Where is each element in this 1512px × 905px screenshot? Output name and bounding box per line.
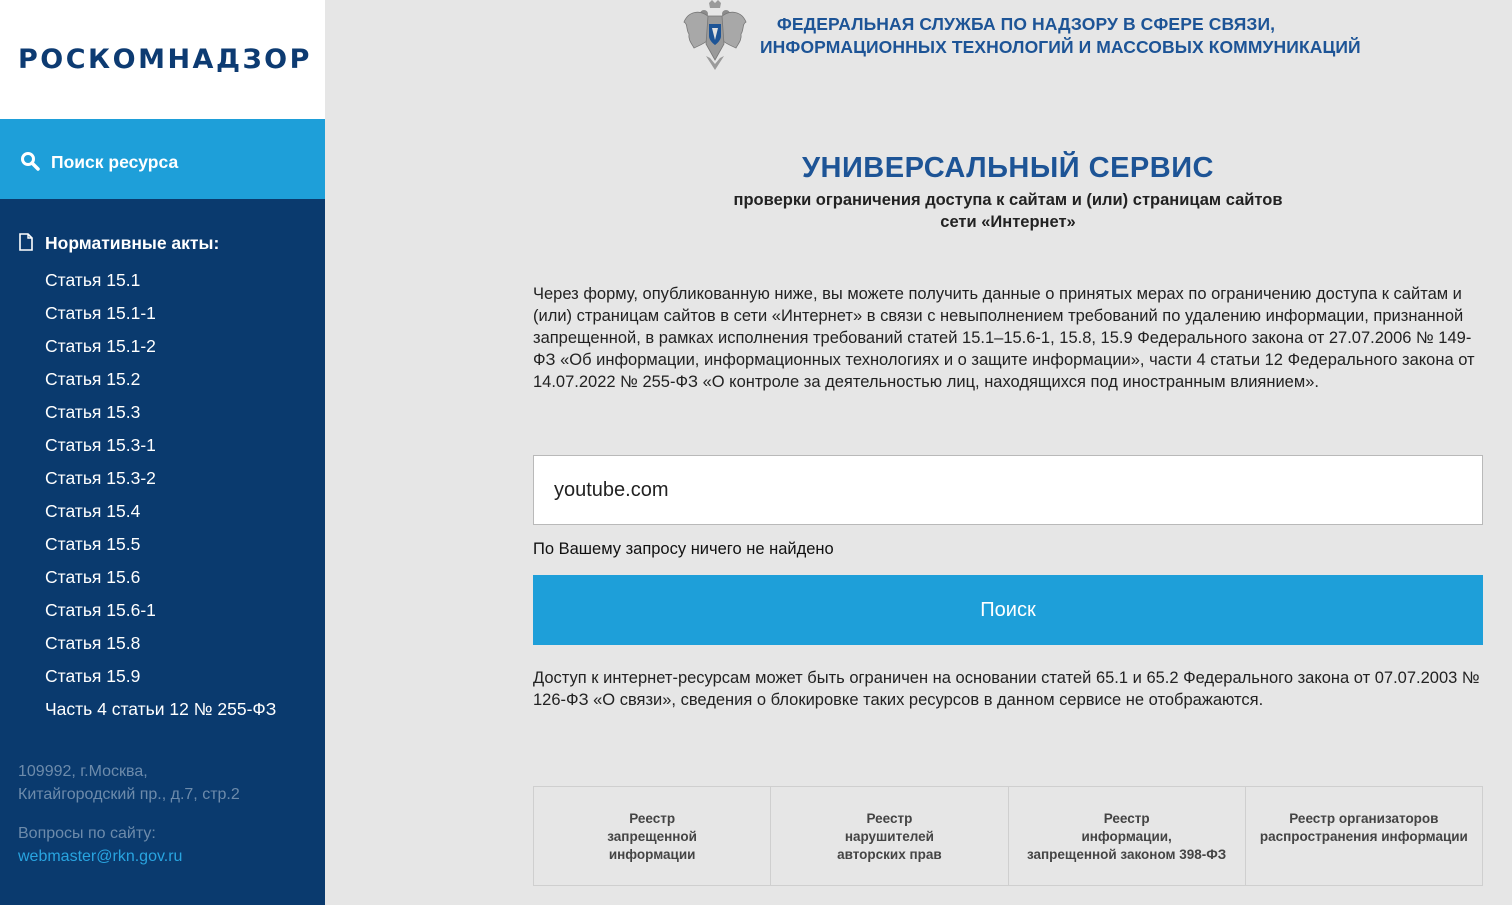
act-link[interactable]: Статья 15.6-1 (45, 600, 156, 620)
normative-acts-list (45, 268, 276, 730)
search-resource-label: Поиск ресурса (51, 152, 179, 172)
registry-copyright-violators[interactable] (771, 787, 1008, 885)
act-link[interactable]: Статья 15.1-2 (45, 336, 156, 356)
act-link[interactable]: Статья 15.3 (45, 402, 141, 422)
registry-prohibited-info[interactable] (534, 787, 771, 885)
logo-area[interactable] (0, 0, 325, 119)
search-input[interactable] (533, 455, 1483, 525)
access-note: Доступ к интернет-ресурсам может быть ограничен на основании статей 65.1 и 65.2 Федерального закона от 07.07.2003 № 126-ФЗ «О связи», сведения о блокировке таких ресурсов в данном сервисе не отображаются. (533, 669, 1480, 709)
registry-398-fz[interactable] (1009, 787, 1246, 885)
act-link[interactable]: Статья 15.4 (45, 501, 141, 521)
document-icon (18, 233, 34, 251)
subtitle-line: проверки ограничения доступа к сайтам и (или) страницам сайтов (733, 191, 1283, 209)
registry-label-line: Реестр (629, 811, 676, 826)
address-line: Китайгородский пр., д.7, стр.2 (18, 786, 240, 803)
registry-label-line: запрещенной законом 398-ФЗ (1026, 847, 1227, 862)
postal-address (18, 760, 240, 806)
address-line: 109992, г.Москва, (18, 763, 148, 780)
agency-name-line: ФЕДЕРАЛЬНАЯ СЛУЖБА ПО НАДЗОРУ В СФЕРЕ СВЯЗИ, (776, 14, 1276, 34)
page-title: УНИВЕРСАЛЬНЫЙ СЕРВИС (801, 152, 1215, 184)
questions-label: Вопросы по сайту: (18, 825, 156, 842)
registry-label-line: Реестр организаторов (1289, 811, 1439, 826)
site-questions (18, 822, 182, 868)
sidebar (0, 0, 325, 905)
registry-label-line: Реестр (866, 811, 913, 826)
act-link[interactable]: Статья 15.9 (45, 666, 141, 686)
intro-text: Через форму, опубликованную ниже, вы можете получить данные о принятых мерах по ограничению доступа к сайтам и (или) страницам сайтов в сети «Интернет» в связи с невыполнением требований по удалению информации, признанной запрещенной, в рамках исполнения требований статей 15.1–15.6-1, 15.8, 15.9 Федерального закона от 27.07.2006 № 149-ФЗ «Об информации, информационных технологиях и о защите информации», части 4 статьи 12 Федерального закона от 14.07.2022 № 255-ФЗ «О контроле за деятельностью лиц, находящихся под иностранным влиянием». (533, 285, 1475, 391)
registry-label-line: Реестр (1103, 811, 1150, 826)
act-link[interactable]: Статья 15.3-2 (45, 468, 156, 488)
webmaster-email-link[interactable]: webmaster@rkn.gov.ru (18, 848, 183, 865)
site-logo[interactable]: РОСКОМНАДЗОР (18, 44, 312, 75)
subtitle-line: сети «Интернет» (940, 213, 1076, 231)
coat-of-arms-icon (680, 0, 750, 72)
search-result-message: По Вашему запросу ничего не найдено (533, 540, 834, 558)
agency-name-line: ИНФОРМАЦИОННЫХ ТЕХНОЛОГИЙ И МАССОВЫХ КОММУНИКАЦИЙ (760, 37, 1361, 57)
normative-acts-title: Нормативные акты: (45, 233, 220, 253)
registry-label-line: информации, (1081, 829, 1172, 844)
act-link[interactable]: Статья 15.6 (45, 567, 141, 587)
act-link[interactable]: Статья 15.1-1 (45, 303, 156, 323)
act-link[interactable]: Статья 15.2 (45, 369, 141, 389)
agency-name (760, 13, 1361, 59)
act-link[interactable]: Статья 15.8 (45, 633, 141, 653)
search-button[interactable]: Поиск (533, 575, 1483, 645)
search-resource-tab[interactable] (0, 119, 325, 199)
registry-label-line: информации (608, 847, 696, 862)
act-link[interactable]: Статья 15.1 (45, 270, 141, 290)
registry-label-line: запрещенной (607, 829, 697, 844)
act-link[interactable]: Статья 15.5 (45, 534, 141, 554)
registry-links (533, 786, 1483, 886)
registry-label-line: авторских прав (837, 847, 942, 862)
registry-info-distributors[interactable] (1246, 787, 1482, 885)
act-link[interactable]: Статья 15.3-1 (45, 435, 156, 455)
registry-label-line: нарушителей (844, 829, 934, 844)
registry-label-line: распространения информации (1259, 829, 1468, 844)
act-link[interactable]: Часть 4 статьи 12 № 255-ФЗ (45, 699, 277, 719)
page-subtitle (533, 189, 1483, 233)
search-icon (20, 151, 40, 171)
